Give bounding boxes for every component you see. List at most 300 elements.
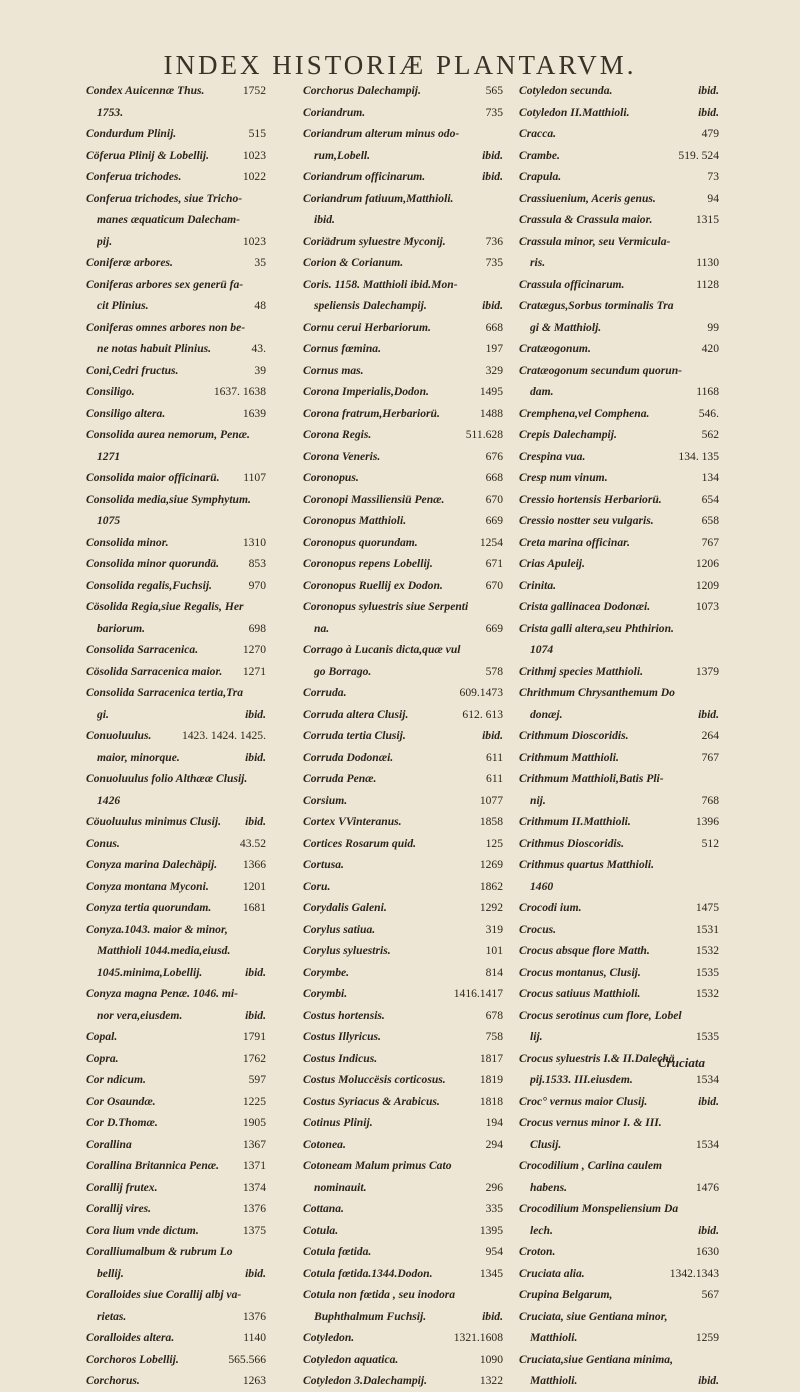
- index-entry: [519, 145, 719, 167]
- entry-term: Cortices Rosarum quid.: [303, 836, 417, 850]
- entry-page-ref: 768: [701, 793, 719, 807]
- index-entry: [519, 1155, 719, 1177]
- entry-term: Consolida Sarracenica tertia,Tra: [86, 686, 244, 699]
- entry-term: Costus Moluccësis corticosus.: [303, 1073, 446, 1086]
- index-entry: [86, 747, 266, 769]
- index-entry: [303, 575, 503, 597]
- index-entry: [519, 166, 719, 188]
- entry-page-ref: 546.: [698, 406, 719, 420]
- entry-term: Crapula.: [519, 170, 562, 183]
- entry-term: Cremphena,vel Comphena.: [519, 406, 650, 420]
- index-entry: [86, 1306, 266, 1328]
- entry-page-ref: 1128: [696, 277, 719, 291]
- entry-page-ref: 1819: [479, 1073, 503, 1086]
- entry-term: go Borrago.: [314, 664, 372, 678]
- entry-term: Corallij vires.: [86, 1202, 152, 1215]
- index-entry: [303, 661, 503, 683]
- index-entry: [303, 532, 503, 554]
- index-entry: [303, 123, 503, 145]
- entry-page-ref: 1416.1417: [453, 987, 503, 1000]
- index-entry: [303, 639, 503, 661]
- index-entry: [86, 1155, 266, 1177]
- index-entry: [86, 618, 266, 640]
- entry-term: Corchoros Lobellij.: [86, 1352, 179, 1366]
- index-entry: [86, 1327, 266, 1349]
- entry-term: Coriädrum syluestre Myconij.: [303, 234, 446, 248]
- entry-term: Cruciata alia.: [519, 1266, 585, 1280]
- entry-term: Consiligo altera.: [86, 406, 166, 420]
- index-entry: [86, 940, 266, 962]
- entry-term: Cotula.: [303, 1223, 339, 1237]
- entry-term: Cratæogonum secundum quorun-: [519, 363, 683, 377]
- index-entry: [86, 1048, 266, 1070]
- index-entry: [303, 704, 503, 726]
- index-entry: [86, 682, 266, 704]
- index-entry: [303, 424, 503, 446]
- entry-page-ref: 736: [485, 234, 503, 248]
- index-entry: [519, 940, 719, 962]
- index-entry: [519, 1026, 719, 1048]
- entry-page-ref: 1495: [479, 385, 503, 398]
- index-entry: [519, 1134, 719, 1156]
- index-entry: [303, 962, 503, 984]
- entry-page-ref: 1371: [242, 1159, 266, 1172]
- index-entry: [303, 403, 503, 425]
- index-entry: [303, 1284, 503, 1306]
- entry-page-ref: 99: [707, 320, 719, 334]
- index-entry: [519, 489, 719, 511]
- entry-term: Cotyledon II.Matthioli.: [519, 105, 630, 119]
- entry-term: Corona Regis.: [303, 428, 372, 441]
- index-entry: [86, 1069, 266, 1091]
- entry-term: Corruda.: [303, 686, 347, 699]
- index-entry: [303, 338, 503, 360]
- index-entry: [519, 811, 719, 833]
- entry-page-ref: 1376: [242, 1202, 266, 1215]
- entry-term: Crocus serotinus cum flore, Lobel: [519, 1008, 682, 1022]
- entry-page-ref: 1905: [242, 1116, 266, 1129]
- entry-term: 1074: [530, 643, 554, 656]
- entry-term: gi.: [97, 707, 109, 721]
- entry-page-ref: ibid.: [245, 1266, 266, 1280]
- entry-term: Consolida media,siue Symphytum.: [86, 492, 251, 506]
- entry-page-ref: 1762: [242, 1051, 266, 1065]
- index-entry: [303, 295, 503, 317]
- index-entry: [86, 274, 266, 296]
- entry-term: Corion & Corianum.: [303, 256, 404, 269]
- index-entry: [519, 317, 719, 339]
- entry-page-ref: 1423. 1424. 1425.: [181, 729, 266, 742]
- entry-page-ref: 1077: [479, 793, 503, 807]
- index-entry: [303, 1091, 503, 1113]
- index-entry: [519, 1198, 719, 1220]
- entry-page-ref: 565: [485, 84, 503, 97]
- entry-term: Conyza magna Penæ. 1046. mi-: [86, 987, 239, 1000]
- index-entry: [86, 1091, 266, 1113]
- index-entry: [303, 682, 503, 704]
- entry-page-ref: 670: [485, 578, 503, 592]
- entry-term: Crambe.: [519, 148, 560, 162]
- entry-term: speliensis Dalechampij.: [314, 299, 427, 312]
- index-entry: [303, 1026, 503, 1048]
- index-column-3: [519, 80, 719, 1392]
- entry-term: na.: [314, 621, 330, 635]
- index-entry: [303, 1198, 503, 1220]
- entry-term: Crithmus quartus Matthioli.: [519, 858, 654, 871]
- entry-term: Conyza tertia quorundam.: [86, 901, 212, 914]
- entry-term: Coriandrum.: [303, 105, 366, 119]
- entry-page-ref: 1639: [242, 406, 266, 420]
- index-entry: [303, 1005, 503, 1027]
- index-entry: [86, 403, 266, 425]
- entry-term: nor vera,eiusdem.: [97, 1008, 183, 1022]
- entry-page-ref: 970: [248, 578, 266, 592]
- index-entry: [519, 188, 719, 210]
- index-entry: [519, 790, 719, 812]
- entry-page-ref: 101: [485, 944, 503, 957]
- entry-page-ref: ibid.: [698, 84, 719, 97]
- entry-term: Copra.: [86, 1051, 119, 1065]
- entry-term: Crespina vua.: [519, 449, 586, 463]
- entry-term: Corallina: [86, 1137, 132, 1151]
- entry-page-ref: ibid.: [245, 750, 266, 764]
- entry-term: Corylus satiua.: [303, 922, 376, 936]
- index-entry: [519, 1241, 719, 1263]
- entry-term: Coris. 1158. Matthioli ibid.Mon-: [303, 277, 458, 291]
- entry-page-ref: ibid.: [482, 1309, 503, 1323]
- index-entry: [303, 252, 503, 274]
- index-entry: [519, 575, 719, 597]
- entry-term: Corona fratrum,Herbariorü.: [303, 406, 440, 420]
- index-entry: [519, 639, 719, 661]
- entry-term: Crocodilium , Carlina caulem: [519, 1159, 663, 1172]
- entry-term: Crepis Dalechampij.: [519, 428, 617, 441]
- entry-page-ref: 1475: [695, 901, 719, 914]
- entry-page-ref: ibid.: [698, 1223, 719, 1237]
- entry-term: Crithmum II.Matthioli.: [519, 815, 631, 828]
- index-entry: [303, 725, 503, 747]
- index-entry: [303, 381, 503, 403]
- entry-page-ref: 1310: [242, 535, 266, 549]
- entry-page-ref: 1023: [242, 148, 266, 162]
- index-entry: [86, 360, 266, 382]
- entry-page-ref: 658: [701, 514, 719, 527]
- entry-page-ref: 73: [707, 170, 719, 183]
- index-entry: [86, 725, 266, 747]
- entry-term: lech.: [530, 1223, 553, 1237]
- entry-term: Crocus.: [519, 922, 557, 936]
- entry-term: Consolida minor.: [86, 535, 169, 549]
- entry-term: Crassula officinarum.: [519, 277, 625, 291]
- entry-page-ref: 1090: [479, 1352, 503, 1366]
- index-entry: [86, 145, 266, 167]
- entry-term: Cösolida Sarracenica maior.: [86, 664, 223, 678]
- entry-page-ref: 1269: [479, 858, 503, 871]
- entry-term: Cornus mas.: [303, 363, 364, 377]
- entry-page-ref: 1342.1343: [669, 1266, 719, 1280]
- index-entry: [86, 639, 266, 661]
- entry-term: Conus.: [86, 836, 120, 850]
- entry-term: Corymbe.: [303, 965, 350, 979]
- entry-page-ref: 611: [486, 772, 503, 785]
- entry-term: rum,Lobell.: [314, 148, 371, 162]
- index-entry: [86, 919, 266, 941]
- entry-term: Matthioli 1044.media,eiusd.: [97, 944, 231, 957]
- index-entry: [86, 897, 266, 919]
- entry-page-ref: 1396: [695, 815, 719, 828]
- entry-term: 1426: [97, 793, 121, 807]
- entry-page-ref: 134. 135: [678, 449, 719, 463]
- entry-page-ref: 767: [701, 535, 719, 549]
- entry-page-ref: 512: [701, 836, 719, 850]
- index-entry: [519, 553, 719, 575]
- index-entry: [86, 295, 266, 317]
- index-entry: [86, 790, 266, 812]
- entry-page-ref: 1292: [479, 901, 503, 914]
- entry-term: nominauit.: [314, 1180, 367, 1194]
- entry-term: pij.1533. III.eiusdem.: [530, 1073, 633, 1086]
- index-entry: [519, 1091, 719, 1113]
- entry-term: Coronopus syluestris siue Serpenti: [303, 600, 469, 613]
- entry-page-ref: 735: [485, 256, 503, 269]
- index-entry: [303, 209, 503, 231]
- entry-term: Costus Illyricus.: [303, 1030, 381, 1043]
- entry-term: Matthioli.: [530, 1331, 578, 1344]
- index-entry: [86, 704, 266, 726]
- entry-term: Coru.: [303, 879, 331, 893]
- entry-page-ref: ibid.: [698, 707, 719, 721]
- index-entry: [86, 424, 266, 446]
- index-entry: [303, 467, 503, 489]
- entry-page-ref: 125: [485, 836, 503, 850]
- entry-term: Corchorus Dalechampij.: [303, 84, 421, 97]
- entry-term: Crithmj species Matthioli.: [519, 664, 644, 678]
- entry-term: Costus Indicus.: [303, 1051, 378, 1065]
- entry-page-ref: 567: [701, 1288, 719, 1301]
- entry-term: Corsium.: [303, 793, 348, 807]
- entry-page-ref: 1534: [695, 1073, 719, 1086]
- index-entry: [519, 381, 719, 403]
- entry-page-ref: 197: [485, 342, 503, 355]
- index-entry: [86, 80, 266, 102]
- entry-page-ref: 1206: [695, 557, 719, 570]
- entry-term: Crista gallinacea Dodonæi.: [519, 600, 651, 613]
- entry-term: Consiligo.: [86, 385, 135, 398]
- entry-term: Crias Apuleij.: [519, 557, 585, 570]
- entry-term: Creta marina officinar.: [519, 535, 630, 549]
- entry-page-ref: ibid.: [245, 815, 266, 828]
- index-entry: [303, 510, 503, 532]
- entry-page-ref: 669: [485, 514, 503, 527]
- entry-term: Coralliumalbum & rubrum Lo: [86, 1245, 233, 1258]
- entry-term: Conferua trichodes.: [86, 170, 182, 183]
- entry-term: Coronopus quorundam.: [303, 535, 418, 549]
- index-entry: [519, 231, 719, 253]
- index-entry: [303, 983, 503, 1005]
- entry-page-ref: 1374: [242, 1180, 266, 1194]
- index-entry: [86, 166, 266, 188]
- entry-term: Conyza.1043. maior & minor,: [86, 922, 228, 936]
- entry-page-ref: 611: [486, 750, 503, 764]
- index-entry: [303, 1112, 503, 1134]
- entry-term: cit Plinius.: [97, 299, 149, 312]
- entry-term: Consolida maior officinarü.: [86, 471, 220, 484]
- entry-term: Clusij.: [530, 1137, 562, 1151]
- entry-term: Costus Syriacus & Arabicus.: [303, 1094, 440, 1108]
- index-entry: [303, 1155, 503, 1177]
- index-entry: [303, 1048, 503, 1070]
- entry-page-ref: 1225: [242, 1094, 266, 1108]
- entry-page-ref: 1532: [695, 987, 719, 1000]
- entry-page-ref: 1022: [242, 170, 266, 183]
- index-entry: [86, 123, 266, 145]
- index-entry: [303, 80, 503, 102]
- index-entry: [519, 747, 719, 769]
- entry-page-ref: 853: [248, 557, 266, 570]
- entry-term: Coniferas omnes arbores non be-: [86, 320, 246, 334]
- entry-page-ref: 1209: [695, 578, 719, 592]
- entry-term: Crista galli altera,seu Phthirion.: [519, 621, 674, 635]
- entry-page-ref: ibid.: [482, 170, 503, 183]
- entry-term: Crithmum Matthioli,Batis Pli-: [519, 772, 664, 785]
- index-entry: [86, 532, 266, 554]
- index-entry: [303, 1220, 503, 1242]
- index-entry: [303, 1241, 503, 1263]
- entry-page-ref: 698: [248, 621, 266, 635]
- entry-term: Crocodi ium.: [519, 901, 582, 914]
- entry-term: Cresp num vinum.: [519, 471, 608, 484]
- index-entry: [519, 1327, 719, 1349]
- entry-term: nij.: [530, 793, 546, 807]
- entry-page-ref: 1259: [695, 1331, 719, 1344]
- entry-page-ref: 597: [248, 1073, 266, 1086]
- entry-page-ref: 1818: [479, 1094, 503, 1108]
- entry-term: Copal.: [86, 1030, 118, 1043]
- entry-term: Corona Imperialis,Dodon.: [303, 385, 429, 398]
- index-entry: [519, 102, 719, 124]
- entry-term: Corylus syluestris.: [303, 944, 391, 957]
- entry-term: Consolida aurea nemorum, Penæ.: [86, 428, 250, 441]
- entry-term: Crocus vernus minor I. & III.: [519, 1116, 662, 1129]
- entry-term: Coronopi Massiliensiü Penæ.: [303, 492, 445, 506]
- entry-page-ref: 1817: [479, 1051, 503, 1065]
- entry-page-ref: 134: [701, 471, 719, 484]
- entry-term: Coronopus Matthioli.: [303, 514, 407, 527]
- catchword: Cruciata: [658, 1055, 705, 1070]
- entry-page-ref: 612. 613: [462, 707, 503, 721]
- index-entry: [519, 1112, 719, 1134]
- index-entry: [86, 768, 266, 790]
- index-entry: [303, 940, 503, 962]
- entry-term: dam.: [530, 385, 554, 398]
- entry-term: Crithmum Dioscoridis.: [519, 729, 629, 742]
- page-header: INDEX HISTORIÆ PLANTARVM.: [163, 50, 637, 80]
- entry-term: Consolida Sarracenica.: [86, 643, 199, 656]
- entry-page-ref: 1322: [479, 1374, 503, 1387]
- index-entry: [86, 983, 266, 1005]
- index-entry: [303, 1370, 503, 1392]
- index-entry: [86, 1284, 266, 1306]
- index-entry: [519, 596, 719, 618]
- index-entry: [86, 446, 266, 468]
- index-entry: [303, 1177, 503, 1199]
- entry-term: Coronopus repens Lobellij.: [303, 557, 433, 570]
- index-entry: [86, 1005, 266, 1027]
- entry-page-ref: 1531: [695, 922, 719, 936]
- entry-page-ref: 735: [485, 105, 503, 119]
- entry-term: donæj.: [530, 707, 563, 721]
- entry-term: Corchorus.: [86, 1374, 140, 1387]
- entry-term: Corruda tertia Clusij.: [303, 729, 406, 742]
- index-entry: [86, 317, 266, 339]
- entry-term: Croc° vernus maior Clusij.: [519, 1094, 648, 1108]
- entry-term: Corruda Penæ.: [303, 772, 377, 785]
- entry-term: Cotula fœtida.1344.Dodon.: [303, 1266, 433, 1280]
- index-entry: [303, 790, 503, 812]
- entry-term: Corruda Dodonæi.: [303, 750, 394, 764]
- index-entry: [519, 467, 719, 489]
- entry-term: Conyza montana Myconi.: [86, 879, 209, 893]
- entry-page-ref: 954: [485, 1245, 503, 1258]
- entry-term: Crocus absque flore Matth.: [519, 944, 650, 957]
- entry-page-ref: ibid.: [698, 1374, 719, 1387]
- index-entry: [519, 1220, 719, 1242]
- index-entry: [86, 661, 266, 683]
- entry-term: Conferua trichodes, siue Tricho-: [86, 191, 243, 205]
- index-entry: [519, 424, 719, 446]
- entry-page-ref: 1375: [242, 1223, 266, 1237]
- index-entry: [303, 1306, 503, 1328]
- entry-page-ref: 668: [485, 471, 503, 484]
- index-entry: [86, 553, 266, 575]
- entry-term: 1075: [97, 514, 121, 527]
- entry-term: Conuoluulus.: [86, 729, 152, 742]
- index-column-2: [303, 80, 503, 1392]
- index-entry: [86, 209, 266, 231]
- index-entry: [303, 360, 503, 382]
- entry-page-ref: 1254: [479, 535, 503, 549]
- entry-term: Cor D.Thomæ.: [86, 1116, 158, 1129]
- index-entry: [519, 252, 719, 274]
- entry-term: Cressio nostter seu vulgaris.: [519, 514, 654, 527]
- entry-page-ref: 1681: [242, 901, 266, 914]
- entry-term: Cratæogonum.: [519, 342, 591, 355]
- entry-page-ref: 671: [485, 557, 503, 570]
- entry-term: Coralloides altera.: [86, 1331, 175, 1344]
- entry-term: Coniferæ arbores.: [86, 256, 173, 269]
- entry-term: Cotyledon aquatica.: [303, 1352, 399, 1366]
- entry-term: Coriandrum alterum minus odo-: [303, 127, 460, 140]
- index-entry: [303, 811, 503, 833]
- entry-page-ref: 94: [707, 191, 719, 205]
- entry-page-ref: 1130: [696, 256, 719, 269]
- entry-term: Cotula fœtida.: [303, 1245, 372, 1258]
- entry-page-ref: 562: [701, 428, 719, 441]
- index-entry: [519, 962, 719, 984]
- entry-term: Corymbi.: [303, 987, 348, 1000]
- entry-term: Crocodilium Monspeliensium Da: [519, 1202, 679, 1215]
- index-entry: [86, 381, 266, 403]
- index-entry: [303, 919, 503, 941]
- index-entry: [303, 1069, 503, 1091]
- entry-page-ref: 1073: [695, 600, 719, 613]
- entry-term: bellij.: [97, 1266, 124, 1280]
- entry-page-ref: 1379: [695, 664, 719, 678]
- index-entry: [303, 553, 503, 575]
- entry-term: Cottana.: [303, 1202, 344, 1215]
- entry-page-ref: 479: [701, 127, 719, 140]
- index-entry: [519, 704, 719, 726]
